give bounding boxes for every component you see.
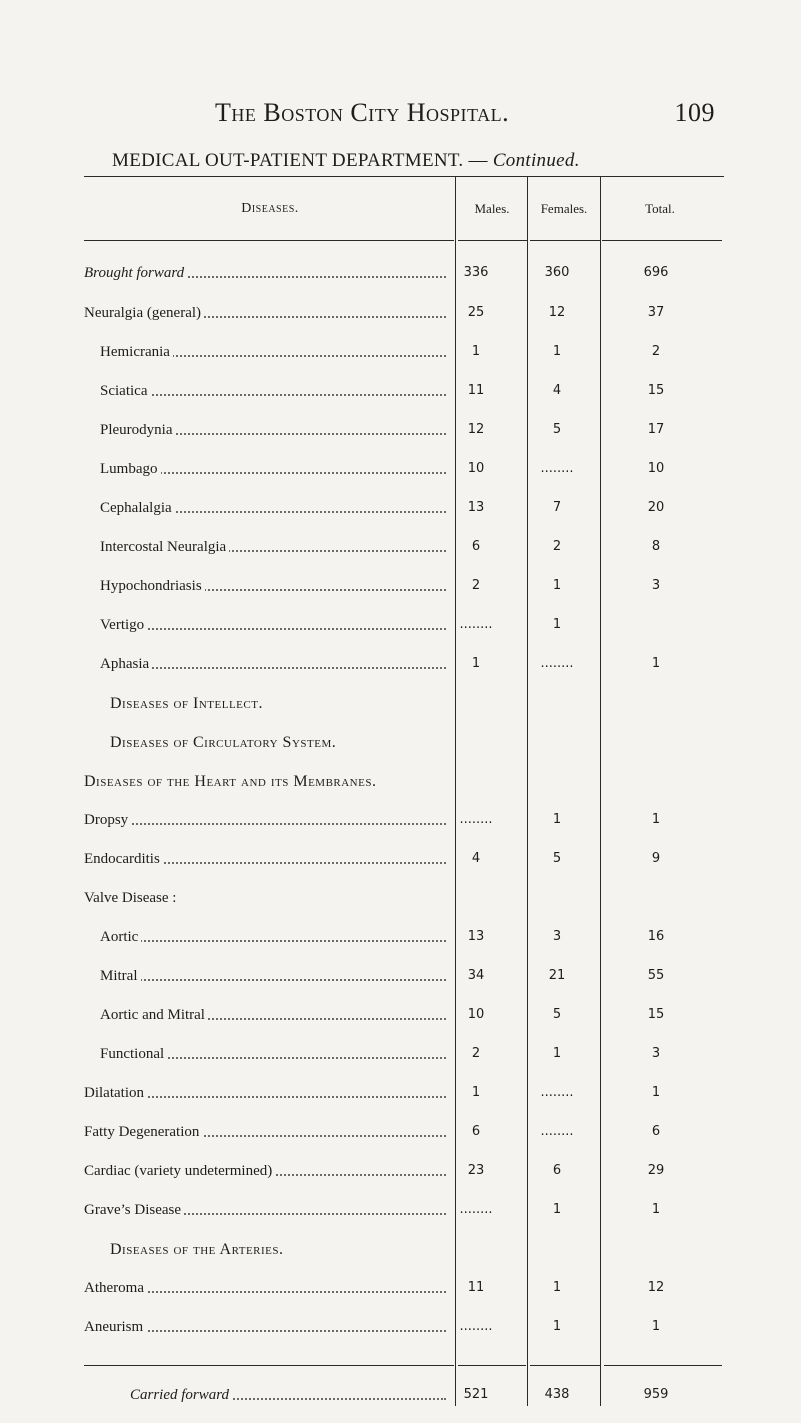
total-cell: 8 [651,539,661,554]
header-bottom-rule-females [530,240,600,241]
section-title [112,150,752,172]
section-heading: Diseases of the Arteries. [110,1241,287,1258]
page-number: 109 [674,98,715,127]
row-label: Carried forward [130,1387,232,1403]
males-cell: 2 [471,578,481,593]
row-label: Dilatation [84,1085,147,1101]
table-row [0,383,801,403]
table-row-heading [0,1241,801,1261]
row-label: Lumbago [100,461,161,477]
total-cell: 1 [651,1202,661,1217]
females-cell: 2 [552,539,562,554]
total-cell: 3 [651,1046,661,1061]
row-label: Aneurism [84,1319,146,1335]
header-diseases: Diseases. [241,201,299,216]
table-row [0,1046,801,1066]
females-cell: 5 [552,1007,562,1022]
section-title-text: MEDICAL OUT-PATIENT DEPARTMENT. [112,150,464,171]
header-bottom-rule-males [458,240,528,241]
total-cell: 12 [647,1280,665,1295]
total-cell: 959 [643,1387,669,1402]
header-total: Total. [645,201,675,216]
males-cell: 521 [463,1387,489,1402]
row-label: Intercostal Neuralgia [100,539,229,555]
females-cell: 5 [552,851,562,866]
females-cell: 6 [552,1163,562,1178]
males-cell: 6 [471,539,481,554]
males-cell: 13 [467,500,485,515]
females-cell: 5 [552,422,562,437]
row-label: Mitral [100,968,141,984]
females-cell: 12 [548,305,566,320]
males-cell: 23 [467,1163,485,1178]
section-heading: Diseases of Intellect. [110,695,266,712]
row-label: Endocarditis [84,851,163,867]
total-cell: 29 [647,1163,665,1178]
females-cell: 438 [544,1387,570,1402]
males-cell: 6 [471,1124,481,1139]
table-row [0,929,801,949]
females-cell: ........ [540,1124,574,1139]
table-row [0,1163,801,1183]
table-row [0,539,801,559]
females-cell: 1 [552,1046,562,1061]
males-cell: 10 [467,1007,485,1022]
females-cell: 4 [552,383,562,398]
row-label: Pleurodynia [100,422,176,438]
total-cell: 15 [647,383,665,398]
table-row [0,578,801,598]
running-title: The Boston City Hospital. [215,98,510,127]
total-cell: 1 [651,656,661,671]
males-cell: ........ [459,1202,493,1217]
males-cell: ........ [459,617,493,632]
row-label: Cardiac (variety undetermined) [84,1163,275,1179]
males-cell: ........ [459,812,493,827]
row-label: Aortic and Mitral [100,1007,208,1023]
row-label: Sciatica [100,383,150,399]
females-cell: 360 [544,265,570,280]
total-cell: 1 [651,812,661,827]
header-bottom-rule [84,240,454,241]
row-label: Hemicrania [100,344,173,360]
males-cell: 1 [471,344,481,359]
row-label: Functional [100,1046,167,1062]
table-row [0,890,801,910]
males-cell: 336 [463,265,489,280]
table-row [0,422,801,442]
total-cell: 17 [647,422,665,437]
males-cell: 11 [467,383,485,398]
total-cell: 6 [651,1124,661,1139]
females-cell: ........ [540,656,574,671]
total-cell: 20 [647,500,665,515]
males-cell: 4 [471,851,481,866]
total-cell: 1 [651,1085,661,1100]
carried-rule [84,1365,454,1366]
header-females: Females. [540,201,588,216]
females-cell: ........ [540,461,574,476]
carried-rule-total [604,1365,722,1366]
males-cell: 34 [467,968,485,983]
females-cell: 1 [552,1319,562,1334]
females-cell: 1 [552,617,562,632]
total-cell: 3 [651,578,661,593]
males-cell: 11 [467,1280,485,1295]
row-label: Fatty Degeneration [84,1124,202,1140]
males-cell: 1 [471,656,481,671]
row-label: Vertigo [100,617,147,633]
row-label: Brought forward [84,265,187,281]
total-cell: 2 [651,344,661,359]
table-row [0,617,801,637]
males-cell: 12 [467,422,485,437]
row-label: Grave’s Disease [84,1202,184,1218]
males-cell: 13 [467,929,485,944]
table-row [0,1124,801,1144]
table-row-heading [0,695,801,715]
females-cell: 1 [552,812,562,827]
females-cell: 1 [552,578,562,593]
row-label: Valve Disease : [84,890,179,906]
males-cell: 2 [471,1046,481,1061]
males-cell: 25 [467,305,485,320]
table-row [0,305,801,325]
table-row [0,1280,801,1300]
table-row [0,265,801,285]
females-cell: 21 [548,968,566,983]
females-cell: 1 [552,1280,562,1295]
table-row [0,851,801,871]
males-cell: 1 [471,1085,481,1100]
header-bottom-rule-total [602,240,722,241]
table-row [0,1085,801,1105]
table-row [0,1202,801,1222]
table-row [0,500,801,520]
section-dash: — [463,150,493,171]
total-cell: 10 [647,461,665,476]
table-top-rule [84,176,724,177]
section-continued: Continued. [492,150,580,171]
row-label: Atheroma [84,1280,147,1296]
table-row-heading [0,734,801,754]
table-row [0,968,801,988]
table-row [0,461,801,481]
row-label: Neuralgia (general) [84,305,204,321]
total-cell: 16 [647,929,665,944]
table-row-total [0,1387,801,1407]
carried-rule-males [458,1365,526,1366]
females-cell: 1 [552,344,562,359]
carried-rule-females [530,1365,600,1366]
row-label: Aortic [100,929,141,945]
table-row [0,812,801,832]
row-label: Cephalalgia [100,500,175,516]
females-cell: ........ [540,1085,574,1100]
males-cell: 10 [467,461,485,476]
table-row [0,656,801,676]
total-cell: 9 [651,851,661,866]
row-label: Dropsy [84,812,131,828]
header-males: Males. [474,201,510,216]
total-cell: 15 [647,1007,665,1022]
page-header [215,98,715,134]
females-cell: 7 [552,500,562,515]
table-row [0,1319,801,1339]
total-cell: 696 [643,265,669,280]
section-heading: Diseases of Circulatory System. [110,734,339,751]
row-label: Aphasia [100,656,152,672]
table-row [0,1007,801,1027]
table-row-heading [0,773,801,793]
females-cell: 1 [552,1202,562,1217]
males-cell: ........ [459,1319,493,1334]
table-row [0,344,801,364]
females-cell: 3 [552,929,562,944]
total-cell: 55 [647,968,665,983]
row-label: Hypochondriasis [100,578,205,594]
section-heading: Diseases of the Heart and its Membranes. [84,773,379,790]
total-cell: 1 [651,1319,661,1334]
total-cell: 37 [647,305,665,320]
